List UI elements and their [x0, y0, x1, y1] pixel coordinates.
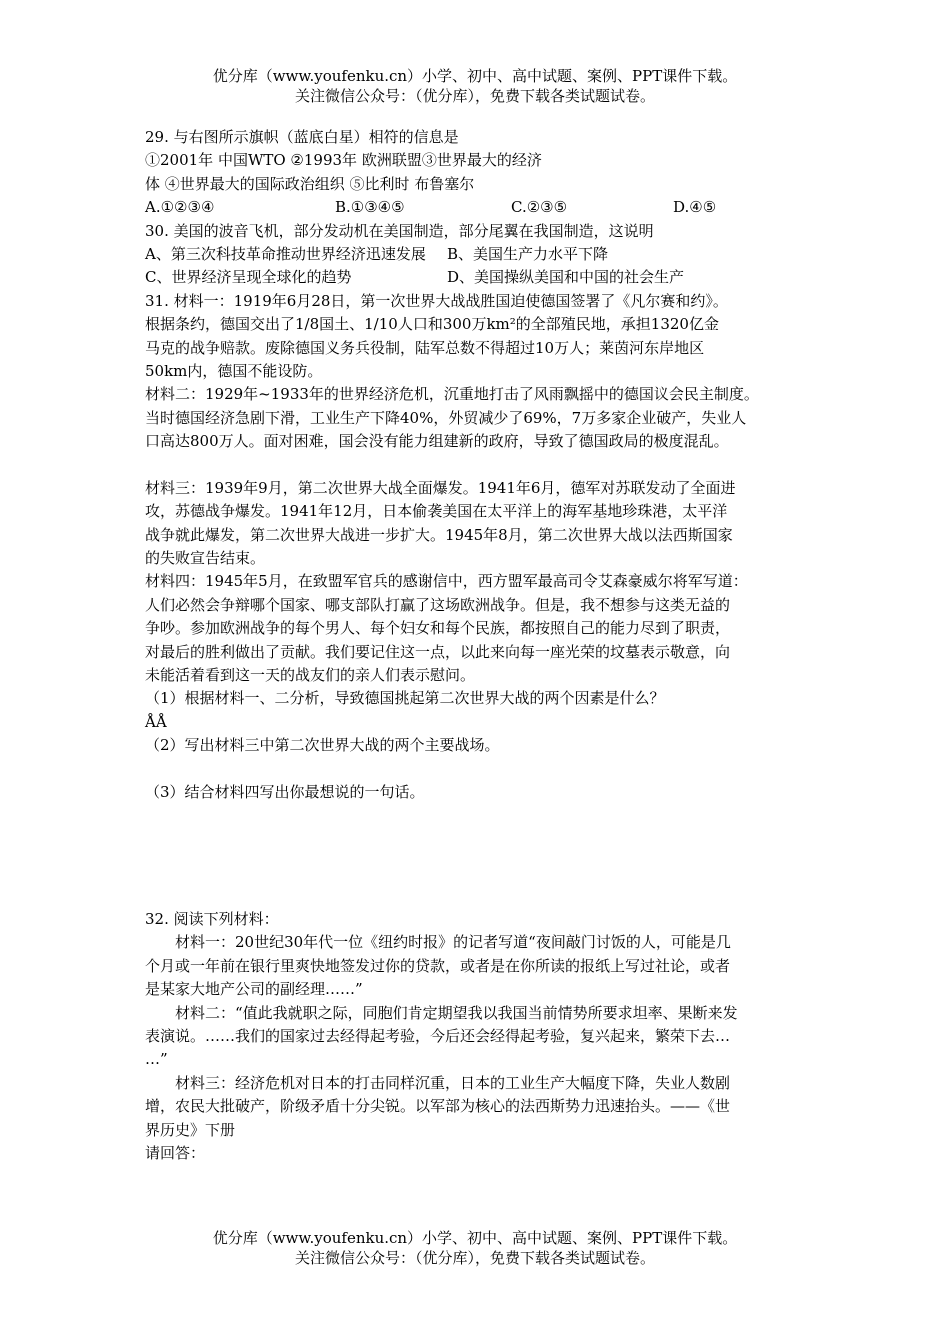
spacer [145, 758, 815, 781]
header-line-1: 优分库（www.youfenku.cn）小学、初中、高中试题、案例、PPT课件下载。 [212, 67, 738, 85]
q30-option-d: D、美国操纵美国和中国的社会生产 [447, 268, 685, 287]
q29-option-c: C.②③⑤ [511, 198, 568, 217]
q32-material-1-line: 是某家大地产公司的副经理……” [145, 980, 363, 999]
q31-material-4-line: 材料四：1945年5月，在致盟军官兵的感谢信中，西方盟军最高司令艾森豪威尔将军写道： [145, 572, 748, 591]
q31-material-3-line: 材料三：1939年9月，第二次世界大战全面爆发。1941年6月，德军对苏联发动了全面进 [145, 478, 736, 497]
footer-line-2: 关注微信公众号：（优分库），免费下载各类试题试卷。 [294, 1249, 655, 1267]
q31-material-4-line: 争吵。参加欧洲战争的每个男人、每个妇女和每个民族，都按照自己的能力尽到了职责， [145, 619, 731, 638]
q31-material-1-line: 50km内，德国不能设防。 [145, 362, 323, 381]
q30-options-ab [145, 243, 815, 266]
q30-stem: 30. 美国的波音飞机，部分发动机在美国制造，部分尾翼在我国制造，这说明 [145, 221, 654, 240]
q32-material-1-line: 个月或一年前在银行里爽快地签发过你的贷款，或者是在你所读的报纸上写过社论，或者 [145, 956, 731, 975]
q29-option-b: B.①③④⑤ [335, 198, 405, 217]
q31-material-3-line: 战争就此爆发，第二次世界大战进一步扩大。1945年8月，第二次世界大战以法西斯国家 [145, 525, 733, 544]
q32-material-2-line: 材料二：“值此我就职之际，同胞们肯定期望我以我国当前情势所要求坦率、果断来发 [175, 1003, 738, 1022]
page-header [0, 66, 950, 106]
q29-options [145, 196, 815, 219]
q29-option-d: D.④⑤ [673, 198, 717, 217]
q31-material-2-line: 材料二：1929年~1933年的世界经济危机，沉重地打击了风雨飘摇中的德国议会民主制度。 [145, 385, 759, 404]
spacer [145, 454, 815, 477]
q32-material-3-line: 增，农民大批破产，阶级矛盾十分尖锐。以军部为核心的法西斯势力迅速抬头。——《世 [145, 1097, 731, 1116]
q29-line-2: ①2001年 中国WTO ②1993年 欧洲联盟③世界最大的经济 [145, 151, 542, 170]
q31-material-4-line: 人们必然会争辩哪个国家、哪支部队打赢了这场欧洲战争。但是，我不想参与这类无益的 [145, 595, 731, 614]
q31-material-1-line: 根据条约，德国交出了1/8国土、1/10人口和300万km²的全部殖民地，承担1320亿金 [145, 315, 719, 334]
header-line-2: 关注微信公众号：（优分库），免费下载各类试题试卷。 [294, 87, 655, 105]
q32-material-3-line: 界历史》下册 [145, 1120, 236, 1139]
q32-material-3-line: 材料三：经济危机对日本的打击同样沉重，日本的工业生产大幅度下降，失业人数剧 [175, 1073, 731, 1092]
q32-answer-prompt: 请回答： [145, 1144, 206, 1163]
q31-material-4-line: 对最后的胜利做出了贡献。我们要记住这一点，以此来向每一座光荣的坟墓表示敬意，向 [145, 642, 731, 661]
q31-material-2-line: 当时德国经济急剧下滑，工业生产下降40%，外贸减少了69%，7万多家企业破产，失业人 [145, 408, 747, 427]
q31-material-4-line: 未能活着看到这一天的战友们的亲人们表示慰问。 [145, 665, 476, 684]
q29-stem: 29. 与右图所示旗帜（蓝底白星）相符的信息是 [145, 128, 459, 146]
q29-option-a: A.①②③④ [145, 198, 215, 217]
q32-material-2-line: 表演说。……我们的国家过去经得起考验，今后还会经得起考验，复兴起来，繁荣下去… [145, 1027, 731, 1045]
q31-garbled-text: ÅÅ [145, 712, 167, 731]
q31-material-3-line: 攻，苏德战争爆发。1941年12月，日本偷袭美国在太平洋上的海军基地珍珠港，太平洋 [145, 502, 728, 521]
q31-sub-question-3: （3）结合材料四写出你最想说的一句话。 [145, 782, 425, 801]
q30-option-b: B、美国生产力水平下降 [447, 245, 609, 264]
q30-option-c: C、世界经济呈现全球化的趋势 [145, 268, 352, 287]
spacer [145, 804, 815, 908]
q29-line-3: 体 ④世界最大的国际政治组织 ⑤比利时 布鲁塞尔 [145, 174, 475, 193]
q32-stem: 32. 阅读下列材料： [145, 909, 279, 928]
q32-material-1-line: 材料一：20世纪30年代一位《纽约时报》的记者写道“夜间敲门讨饭的人，可能是几 [175, 933, 731, 952]
q31-material-3-line: 的失败宣告结束。 [145, 548, 266, 567]
q32-material-2-line: …” [145, 1050, 168, 1069]
q31-material-1-line: 马克的战争赔款。废除德国义务兵役制，陆军总数不得超过10万人；莱茵河东岸地区 [145, 338, 705, 357]
q31-material-1-line: 31. 材料一：1919年6月28日，第一次世界大战战胜国迫使德国签署了《凡尔赛和约》。 [145, 291, 728, 310]
q31-sub-question-2: （2）写出材料三中第二次世界大战的两个主要战场。 [145, 736, 500, 755]
document-body [145, 126, 815, 1165]
q31-sub-question-1: （1）根据材料一、二分析，导致德国挑起第二次世界大战的两个因素是什么？ [145, 689, 665, 708]
q30-option-a: A、第三次科技革命推动世界经济迅速发展 [145, 245, 426, 264]
page-footer [0, 1228, 950, 1268]
footer-line-1: 优分库（www.youfenku.cn）小学、初中、高中试题、案例、PPT课件下载。 [212, 1229, 738, 1247]
q31-material-2-line: 口高达800万人。面对困难，国会没有能力组建新的政府，导致了德国政局的极度混乱。 [145, 432, 729, 451]
q30-options-cd [145, 266, 815, 289]
